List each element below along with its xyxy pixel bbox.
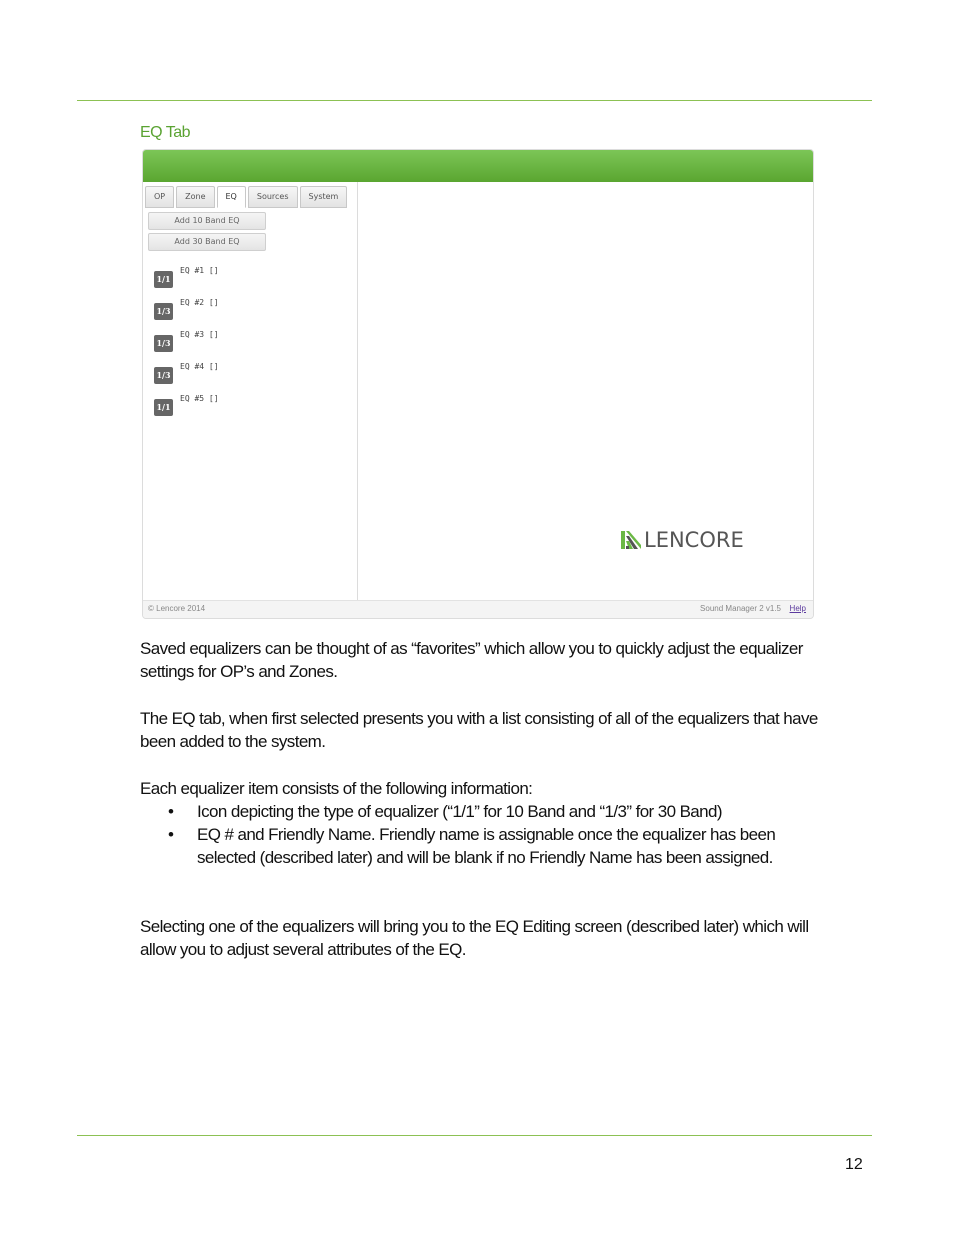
add-30-band-eq-button[interactable]: Add 30 Band EQ — [148, 233, 266, 251]
lencore-logo — [621, 528, 744, 552]
help-link[interactable]: Help — [789, 604, 806, 613]
info-bullet-list — [140, 800, 820, 869]
bullet-item — [140, 823, 820, 869]
version-text: Sound Manager 2 v1.5 — [700, 604, 781, 613]
eq-item-label: EQ #4 [] — [180, 362, 219, 371]
eq-type-badge: 1/3 — [154, 303, 173, 320]
lencore-logo-icon — [621, 530, 641, 550]
app-footer — [143, 600, 813, 619]
eq-type-badge: 1/1 — [154, 271, 173, 288]
logo-text: LENCORE — [644, 528, 744, 552]
paragraph-selecting: Selecting one of the equalizers will bring you to the EQ Editing screen (described later) which will allow you to adjust several attributes of the EQ. — [140, 917, 809, 959]
header-rule — [77, 100, 872, 101]
eq-item-label: EQ #5 [] — [180, 394, 219, 403]
eq-item-label: EQ #1 [] — [180, 266, 219, 275]
eq-type-badge: 1/1 — [154, 399, 173, 416]
tab-zone[interactable]: Zone — [176, 186, 214, 208]
paragraph-item-info: Each equalizer item consists of the following information: — [140, 779, 533, 798]
eq-item-label: EQ #3 [] — [180, 330, 219, 339]
bullet-glyph: • — [168, 802, 174, 821]
bullet-text: EQ # and Friendly Name. Friendly name is assignable once the equalizer has been selected (described later) and will be blank if no Friendly Name has been assigned. — [197, 825, 776, 867]
tab-bar — [145, 186, 347, 208]
bullet-item — [140, 800, 820, 823]
section-title: EQ Tab — [140, 124, 191, 141]
add-10-band-eq-button[interactable]: Add 10 Band EQ — [148, 212, 266, 230]
paragraph-eq-tab: The EQ tab, when first selected presents you with a list consisting of all of the equalizers that have been added to the system. — [140, 709, 818, 751]
tab-eq[interactable]: EQ — [217, 186, 246, 208]
eq-item-label: EQ #2 [] — [180, 298, 219, 307]
eq-type-badge: 1/3 — [154, 367, 173, 384]
copyright-text: © Lencore 2014 — [148, 604, 206, 613]
footer-rule — [77, 1135, 872, 1136]
left-panel — [143, 182, 358, 600]
tab-op[interactable]: OP — [145, 186, 174, 208]
app-header-bar — [143, 150, 813, 182]
tab-system[interactable]: System — [300, 186, 348, 208]
tab-sources[interactable]: Sources — [248, 186, 298, 208]
bullet-text: Icon depicting the type of equalizer (“1/1” for 10 Band and “1/3” for 30 Band) — [197, 802, 722, 821]
eq-type-badge: 1/3 — [154, 335, 173, 352]
bullet-glyph: • — [168, 825, 174, 844]
paragraph-favorites: Saved equalizers can be thought of as “favorites” which allow you to quickly adjust the equalizer settings for OP’s and Zones. — [140, 639, 803, 681]
page-number: 12 — [845, 1156, 863, 1173]
eq-tab-screenshot — [142, 149, 814, 619]
